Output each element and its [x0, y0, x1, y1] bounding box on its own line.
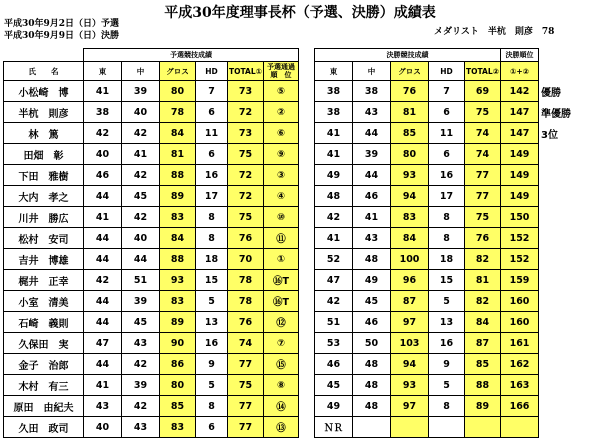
q-hd-cell: 13 [196, 312, 228, 333]
q-hd-cell: 7 [196, 81, 228, 102]
q-out-cell: 47 [84, 333, 122, 354]
table-row [4, 228, 581, 249]
q-gross-cell: 83 [160, 417, 196, 438]
q-hd-cell: 15 [196, 270, 228, 291]
q-hd-cell: 8 [196, 228, 228, 249]
sum-cell: 147 [501, 102, 539, 123]
q-hd-cell: 5 [196, 291, 228, 312]
q-gross-cell: 89 [160, 186, 196, 207]
q-total-cell: 77 [228, 396, 264, 417]
f-gross-cell: 80 [391, 144, 429, 165]
f-hd-cell: 18 [429, 249, 465, 270]
f-out-cell: 41 [315, 144, 353, 165]
f-hd-cell: 6 [429, 102, 465, 123]
q-total-cell: 76 [228, 312, 264, 333]
q-hd-cell: 9 [196, 354, 228, 375]
q-rank-cell: ⑨ [264, 144, 299, 165]
f-total-cell: 81 [465, 270, 501, 291]
q-gross-cell: 90 [160, 333, 196, 354]
sum-cell: 149 [501, 165, 539, 186]
table-row [4, 81, 581, 102]
q-in-cell: 42 [122, 123, 160, 144]
q-out-cell: 46 [84, 165, 122, 186]
q-out-cell: 44 [84, 186, 122, 207]
f-gross-cell: 83 [391, 207, 429, 228]
f-in-cell: 46 [353, 312, 391, 333]
q-out-cell: 40 [84, 144, 122, 165]
name-cell: 原田 由紀夫 [4, 396, 84, 417]
header-hd2: HD [429, 62, 465, 81]
f-gross-cell: 93 [391, 165, 429, 186]
sum-cell: 159 [501, 270, 539, 291]
q-gross-cell: 81 [160, 144, 196, 165]
sum-cell: 150 [501, 207, 539, 228]
q-out-cell: 38 [84, 102, 122, 123]
f-out-cell: 49 [315, 165, 353, 186]
f-in-cell: 43 [353, 102, 391, 123]
q-hd-cell: 18 [196, 249, 228, 270]
gap-cell [299, 291, 315, 312]
f-hd-cell: 5 [429, 375, 465, 396]
f-in-cell: 48 [353, 249, 391, 270]
q-total-cell: 74 [228, 333, 264, 354]
q-in-cell: 43 [122, 417, 160, 438]
f-in-cell: 39 [353, 144, 391, 165]
f-out-cell: 41 [315, 123, 353, 144]
final-rank-note-cell [539, 312, 581, 333]
table-row [4, 417, 581, 438]
final-rank-note-cell [539, 417, 581, 438]
f-total-cell: 77 [465, 186, 501, 207]
q-hd-cell: 16 [196, 333, 228, 354]
q-out-cell: 41 [84, 81, 122, 102]
q-rank-cell: ⑭ [264, 396, 299, 417]
f-gross-cell: 93 [391, 375, 429, 396]
f-in-cell: 38 [353, 81, 391, 102]
f-gross-cell [391, 417, 429, 438]
header-total1: TOTAL① [228, 62, 264, 81]
sum-cell [501, 417, 539, 438]
q-in-cell: 42 [122, 207, 160, 228]
final-date: 平成30年9月9日（日）決勝 [4, 31, 120, 41]
header-in2: 中 [353, 62, 391, 81]
gap-cell [299, 396, 315, 417]
table-row [4, 186, 581, 207]
q-gross-cell: 84 [160, 123, 196, 144]
name-cell: 松村 安司 [4, 228, 84, 249]
q-gross-cell: 93 [160, 270, 196, 291]
sum-cell: 162 [501, 354, 539, 375]
table-row [4, 333, 581, 354]
q-gross-cell: 84 [160, 228, 196, 249]
final-rank-note-cell [539, 228, 581, 249]
f-out-cell: ＮＲ [315, 417, 353, 438]
sum-cell: 166 [501, 396, 539, 417]
f-gross-cell: 97 [391, 312, 429, 333]
q-rank-cell: ⑩ [264, 207, 299, 228]
f-hd-cell: 17 [429, 186, 465, 207]
gap-cell [299, 144, 315, 165]
q-rank-cell: ① [264, 249, 299, 270]
q-in-cell: 42 [122, 165, 160, 186]
f-total-cell: 89 [465, 396, 501, 417]
f-in-cell: 48 [353, 354, 391, 375]
q-out-cell: 42 [84, 270, 122, 291]
q-total-cell: 72 [228, 102, 264, 123]
f-total-cell: 85 [465, 354, 501, 375]
f-total-cell: 88 [465, 375, 501, 396]
q-gross-cell: 88 [160, 165, 196, 186]
q-out-cell: 43 [84, 396, 122, 417]
f-total-cell: 87 [465, 333, 501, 354]
q-total-cell: 78 [228, 291, 264, 312]
q-out-cell: 44 [84, 249, 122, 270]
q-hd-cell: 17 [196, 186, 228, 207]
f-gross-cell: 94 [391, 354, 429, 375]
q-gross-cell: 88 [160, 249, 196, 270]
f-out-cell: 38 [315, 102, 353, 123]
f-total-cell: 82 [465, 249, 501, 270]
table-row [4, 144, 581, 165]
f-hd-cell: 15 [429, 270, 465, 291]
header-qual-rank-line2: 順 位 [270, 71, 292, 79]
final-rank-note-cell [539, 270, 581, 291]
sum-cell: 142 [501, 81, 539, 102]
f-hd-cell: 8 [429, 207, 465, 228]
table-row [4, 102, 581, 123]
q-out-cell: 44 [84, 291, 122, 312]
q-total-cell: 75 [228, 144, 264, 165]
table-row [4, 165, 581, 186]
f-in-cell: 50 [353, 333, 391, 354]
f-out-cell: 48 [315, 186, 353, 207]
f-out-cell: 41 [315, 228, 353, 249]
q-in-cell: 45 [122, 312, 160, 333]
name-cell: 半杭 則彦 [4, 102, 84, 123]
sum-cell: 147 [501, 123, 539, 144]
q-total-cell: 72 [228, 186, 264, 207]
q-hd-cell: 16 [196, 165, 228, 186]
f-total-cell: 75 [465, 102, 501, 123]
q-total-cell: 70 [228, 249, 264, 270]
f-gross-cell: 94 [391, 186, 429, 207]
q-total-cell: 77 [228, 354, 264, 375]
final-rank-note-cell: 優勝 [541, 87, 561, 99]
q-hd-cell: 8 [196, 207, 228, 228]
f-gross-cell: 103 [391, 333, 429, 354]
header-qual-rank [264, 62, 299, 81]
table-row [4, 291, 581, 312]
f-out-cell: 53 [315, 333, 353, 354]
sum-cell: 163 [501, 375, 539, 396]
gap-cell [299, 375, 315, 396]
sum-cell: 160 [501, 312, 539, 333]
table-row [4, 396, 581, 417]
q-rank-cell: ⑦ [264, 333, 299, 354]
f-out-cell: 46 [315, 354, 353, 375]
q-in-cell: 45 [122, 186, 160, 207]
q-gross-cell: 85 [160, 396, 196, 417]
f-out-cell: 38 [315, 81, 353, 102]
f-hd-cell: 16 [429, 333, 465, 354]
name-cell: 木村 有三 [4, 375, 84, 396]
f-out-cell: 42 [315, 291, 353, 312]
gap-cell [299, 270, 315, 291]
q-hd-cell: 11 [196, 123, 228, 144]
q-out-cell: 44 [84, 312, 122, 333]
q-total-cell: 75 [228, 375, 264, 396]
q-hd-cell: 8 [196, 396, 228, 417]
header-gross: グロス [160, 62, 196, 81]
q-gross-cell: 83 [160, 291, 196, 312]
q-total-cell: 78 [228, 270, 264, 291]
gap-cell [299, 228, 315, 249]
f-in-cell: 44 [353, 165, 391, 186]
table-row [4, 375, 581, 396]
q-in-cell: 44 [122, 249, 160, 270]
gap-cell [299, 249, 315, 270]
final-rank-note-cell [539, 354, 581, 375]
results-table [3, 48, 581, 438]
name-cell: 下田 雅樹 [4, 165, 84, 186]
name-cell: 大内 孝之 [4, 186, 84, 207]
q-hd-cell: 6 [196, 417, 228, 438]
header-sum: ①+② [501, 62, 539, 81]
gap-cell [299, 354, 315, 375]
q-hd-cell: 5 [196, 375, 228, 396]
f-gross-cell: 87 [391, 291, 429, 312]
header-out: 東 [84, 62, 122, 81]
q-in-cell: 42 [122, 354, 160, 375]
q-hd-cell: 6 [196, 102, 228, 123]
f-gross-cell: 76 [391, 81, 429, 102]
name-cell: 小室 清美 [4, 291, 84, 312]
final-group-label: 決勝競技成績 [315, 49, 501, 62]
name-cell: 久保田 実 [4, 333, 84, 354]
f-hd-cell: 7 [429, 81, 465, 102]
final-rank-note-cell [539, 375, 581, 396]
f-gross-cell: 100 [391, 249, 429, 270]
q-in-cell: 39 [122, 375, 160, 396]
gap-cell [299, 417, 315, 438]
q-rank-cell: ⑯T [264, 291, 299, 312]
f-total-cell: 74 [465, 144, 501, 165]
q-in-cell: 51 [122, 270, 160, 291]
f-in-cell: 41 [353, 207, 391, 228]
f-hd-cell [429, 417, 465, 438]
group-header-row [4, 49, 581, 62]
q-in-cell: 43 [122, 333, 160, 354]
f-out-cell: 42 [315, 207, 353, 228]
sum-cell: 149 [501, 144, 539, 165]
header-hd: HD [196, 62, 228, 81]
final-rank-note-cell [539, 333, 581, 354]
q-rank-cell: ⑧ [264, 375, 299, 396]
f-gross-cell: 97 [391, 396, 429, 417]
f-hd-cell: 16 [429, 165, 465, 186]
q-out-cell: 40 [84, 417, 122, 438]
q-rank-cell: ② [264, 102, 299, 123]
q-in-cell: 42 [122, 396, 160, 417]
header-in: 中 [122, 62, 160, 81]
f-gross-cell: 85 [391, 123, 429, 144]
name-cell: 田畑 彰 [4, 144, 84, 165]
f-total-cell: 82 [465, 291, 501, 312]
gap-cell [299, 123, 315, 144]
f-out-cell: 52 [315, 249, 353, 270]
final-rank-note-cell [539, 396, 581, 417]
final-rank-note-cell [539, 249, 581, 270]
final-rank-note-cell [539, 291, 581, 312]
q-out-cell: 44 [84, 228, 122, 249]
f-hd-cell: 11 [429, 123, 465, 144]
sum-cell: 161 [501, 333, 539, 354]
f-in-cell [353, 417, 391, 438]
q-rank-cell: ⑮ [264, 354, 299, 375]
q-total-cell: 72 [228, 165, 264, 186]
name-cell: 石崎 義則 [4, 312, 84, 333]
f-gross-cell: 81 [391, 102, 429, 123]
q-gross-cell: 78 [160, 102, 196, 123]
name-cell: 梶井 正幸 [4, 270, 84, 291]
q-in-cell: 39 [122, 291, 160, 312]
f-gross-cell: 96 [391, 270, 429, 291]
q-rank-cell: ⑪ [264, 228, 299, 249]
final-rank-note-cell: 準優勝 [541, 108, 571, 120]
q-hd-cell: 6 [196, 144, 228, 165]
f-hd-cell: 5 [429, 291, 465, 312]
qualifying-group-label: 予選競技成績 [84, 49, 299, 62]
q-total-cell: 76 [228, 228, 264, 249]
q-total-cell: 73 [228, 81, 264, 102]
q-gross-cell: 86 [160, 354, 196, 375]
f-total-cell: 74 [465, 123, 501, 144]
f-gross-cell: 84 [391, 228, 429, 249]
q-total-cell: 75 [228, 207, 264, 228]
name-cell: 金子 治郎 [4, 354, 84, 375]
f-hd-cell: 8 [429, 396, 465, 417]
q-in-cell: 39 [122, 81, 160, 102]
f-in-cell: 48 [353, 396, 391, 417]
sum-cell: 152 [501, 228, 539, 249]
q-out-cell: 41 [84, 375, 122, 396]
f-in-cell: 45 [353, 291, 391, 312]
name-cell: 林 篤 [4, 123, 84, 144]
f-out-cell: 45 [315, 375, 353, 396]
f-out-cell: 49 [315, 396, 353, 417]
f-total-cell: 69 [465, 81, 501, 102]
table-row [4, 207, 581, 228]
table-row [4, 123, 581, 144]
q-total-cell: 73 [228, 123, 264, 144]
q-out-cell: 41 [84, 207, 122, 228]
medalist-note: メダリスト 半杭 則彦 78 [434, 27, 555, 37]
q-rank-cell: ④ [264, 186, 299, 207]
q-out-cell: 42 [84, 123, 122, 144]
q-rank-cell: ⑫ [264, 312, 299, 333]
f-hd-cell: 6 [429, 144, 465, 165]
f-in-cell: 49 [353, 270, 391, 291]
q-total-cell: 77 [228, 417, 264, 438]
final-rank-note-cell [539, 207, 581, 228]
gap-cell [299, 333, 315, 354]
f-in-cell: 44 [353, 123, 391, 144]
f-in-cell: 43 [353, 228, 391, 249]
q-in-cell: 40 [122, 228, 160, 249]
sum-cell: 160 [501, 291, 539, 312]
q-rank-cell: ⑥ [264, 123, 299, 144]
f-hd-cell: 13 [429, 312, 465, 333]
gap-cell [299, 81, 315, 102]
final-rank-note-cell [539, 186, 581, 207]
f-hd-cell: 8 [429, 228, 465, 249]
table-row [4, 270, 581, 291]
q-gross-cell: 80 [160, 81, 196, 102]
q-in-cell: 41 [122, 144, 160, 165]
q-gross-cell: 89 [160, 312, 196, 333]
final-rank-note-cell [539, 165, 581, 186]
q-rank-cell: ③ [264, 165, 299, 186]
page-title: 平成30年度理事長杯（予選、決勝）成績表 [164, 5, 436, 21]
f-total-cell: 77 [465, 165, 501, 186]
gap-cell [299, 102, 315, 123]
q-gross-cell: 83 [160, 207, 196, 228]
gap-cell [299, 165, 315, 186]
name-cell: 小松崎 博 [4, 81, 84, 102]
column-header-row [4, 62, 581, 81]
f-total-cell: 76 [465, 228, 501, 249]
f-in-cell: 48 [353, 375, 391, 396]
q-in-cell: 40 [122, 102, 160, 123]
f-in-cell: 46 [353, 186, 391, 207]
f-total-cell: 75 [465, 207, 501, 228]
q-rank-cell: ⑤ [264, 81, 299, 102]
header-total2: TOTAL② [465, 62, 501, 81]
header-gross2: グロス [391, 62, 429, 81]
f-total-cell [465, 417, 501, 438]
f-hd-cell: 9 [429, 354, 465, 375]
qualifying-date: 平成30年9月2日（日）予選 [4, 19, 120, 29]
q-rank-cell: ⑬ [264, 417, 299, 438]
q-rank-cell: ⑯T [264, 270, 299, 291]
final-rank-note-cell [539, 144, 581, 165]
gap-cell [299, 312, 315, 333]
gap-cell [299, 186, 315, 207]
table-row [4, 312, 581, 333]
header-out2: 東 [315, 62, 353, 81]
f-out-cell: 47 [315, 270, 353, 291]
name-cell: 吉井 博雄 [4, 249, 84, 270]
f-out-cell: 51 [315, 312, 353, 333]
final-rank-group-label: 決勝順位 [501, 49, 539, 62]
name-cell: 久田 政司 [4, 417, 84, 438]
table-row [4, 249, 581, 270]
f-total-cell: 84 [465, 312, 501, 333]
table-row [4, 354, 581, 375]
gap-cell [299, 207, 315, 228]
final-rank-note-cell: 3位 [541, 129, 558, 141]
header-name: 氏 名 [4, 62, 84, 81]
q-out-cell: 44 [84, 354, 122, 375]
name-cell: 川井 勝広 [4, 207, 84, 228]
sum-cell: 149 [501, 186, 539, 207]
sum-cell: 152 [501, 249, 539, 270]
q-gross-cell: 80 [160, 375, 196, 396]
header-qual-rank-line1: 予選通過 [267, 63, 295, 71]
